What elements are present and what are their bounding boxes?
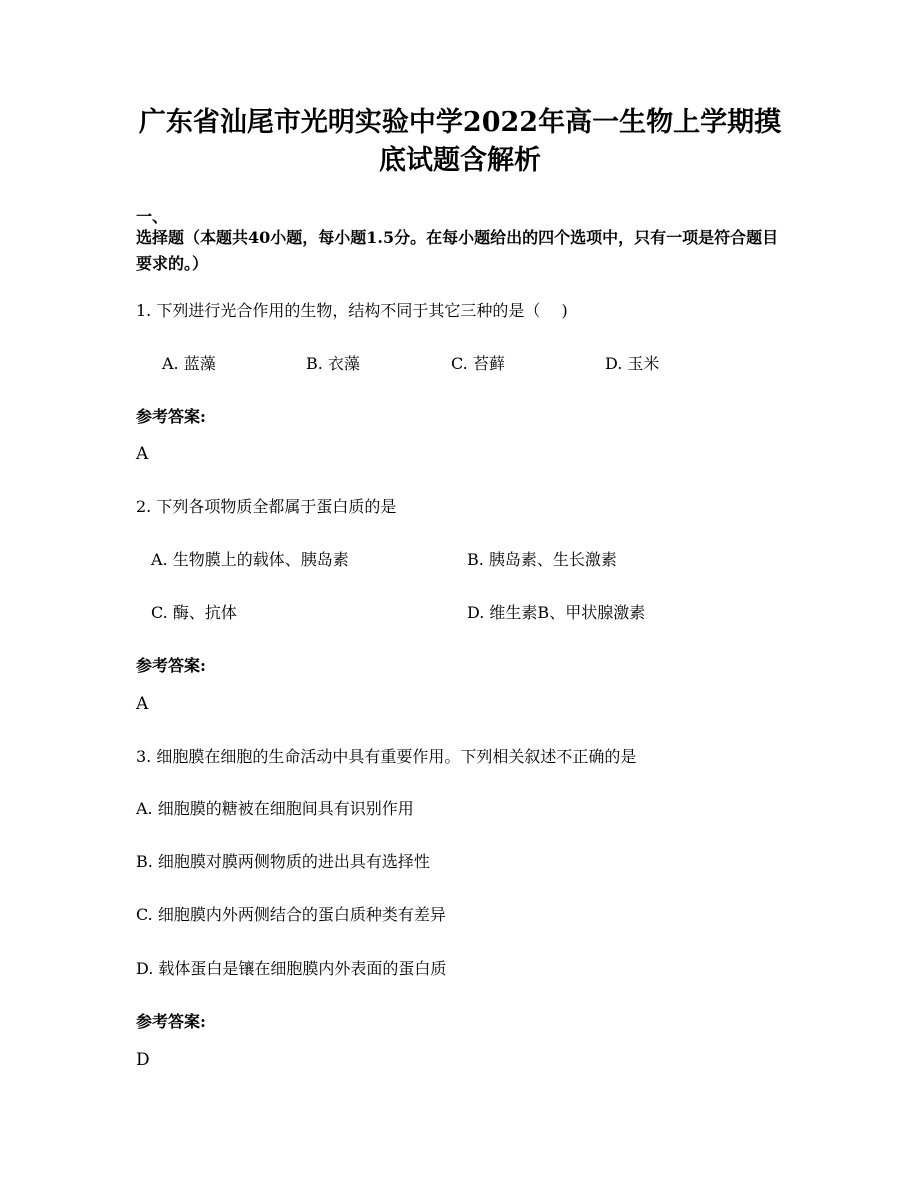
question-2-stem: 2. 下列各项物质全都属于蛋白质的是 xyxy=(136,497,397,516)
answer-label-1: 参考答案: xyxy=(136,407,206,426)
question-3-option-c: C. 细胞膜内外两侧结合的蛋白质种类有差异 xyxy=(136,905,446,924)
answer-1: A xyxy=(136,444,149,464)
question-3-stem: 3. 细胞膜在细胞的生命活动中具有重要作用。下列相关叙述不正确的是 xyxy=(136,747,637,766)
page-title xyxy=(100,104,820,180)
answer-label-3: 参考答案: xyxy=(136,1012,206,1031)
answer-2: A xyxy=(136,694,149,714)
question-1-stem: 1. 下列进行光合作用的生物，结构不同于其它三种的是（ ) xyxy=(136,301,568,320)
answer-label-2: 参考答案: xyxy=(136,656,206,675)
question-3-option-d: D. 载体蛋白是镶在细胞膜内外表面的蛋白质 xyxy=(136,959,447,978)
question-1-option-d: D. 玉米 xyxy=(605,354,660,373)
section-instructions: 选择题（本题共40小题，每小题1.5分。在每小题给出的四个选项中，只有一项是符合题目要求的。） xyxy=(136,228,779,273)
title-line-1: 广东省汕尾市光明实验中学2022年高一生物上学期摸 xyxy=(138,107,782,138)
question-2-option-c: C. 酶、抗体 xyxy=(151,603,237,622)
question-2-option-b: B. 胰岛素、生长激素 xyxy=(467,550,617,569)
question-1-option-a: A. 蓝藻 xyxy=(162,354,216,373)
title-line-2: 底试题含解析 xyxy=(379,145,541,176)
section-number: 一、 xyxy=(136,207,169,226)
question-1-option-c: C. 苔藓 xyxy=(451,354,505,373)
question-3-option-b: B. 细胞膜对膜两侧物质的进出具有选择性 xyxy=(136,852,430,871)
question-2-option-a: A. 生物膜上的载体、胰岛素 xyxy=(151,550,349,569)
question-1-option-b: B. 衣藻 xyxy=(306,354,360,373)
answer-3: D xyxy=(136,1050,150,1070)
question-2-option-d: D. 维生素B、甲状腺激素 xyxy=(467,603,646,622)
question-3-option-a: A. 细胞膜的糖被在细胞间具有识别作用 xyxy=(136,799,414,818)
